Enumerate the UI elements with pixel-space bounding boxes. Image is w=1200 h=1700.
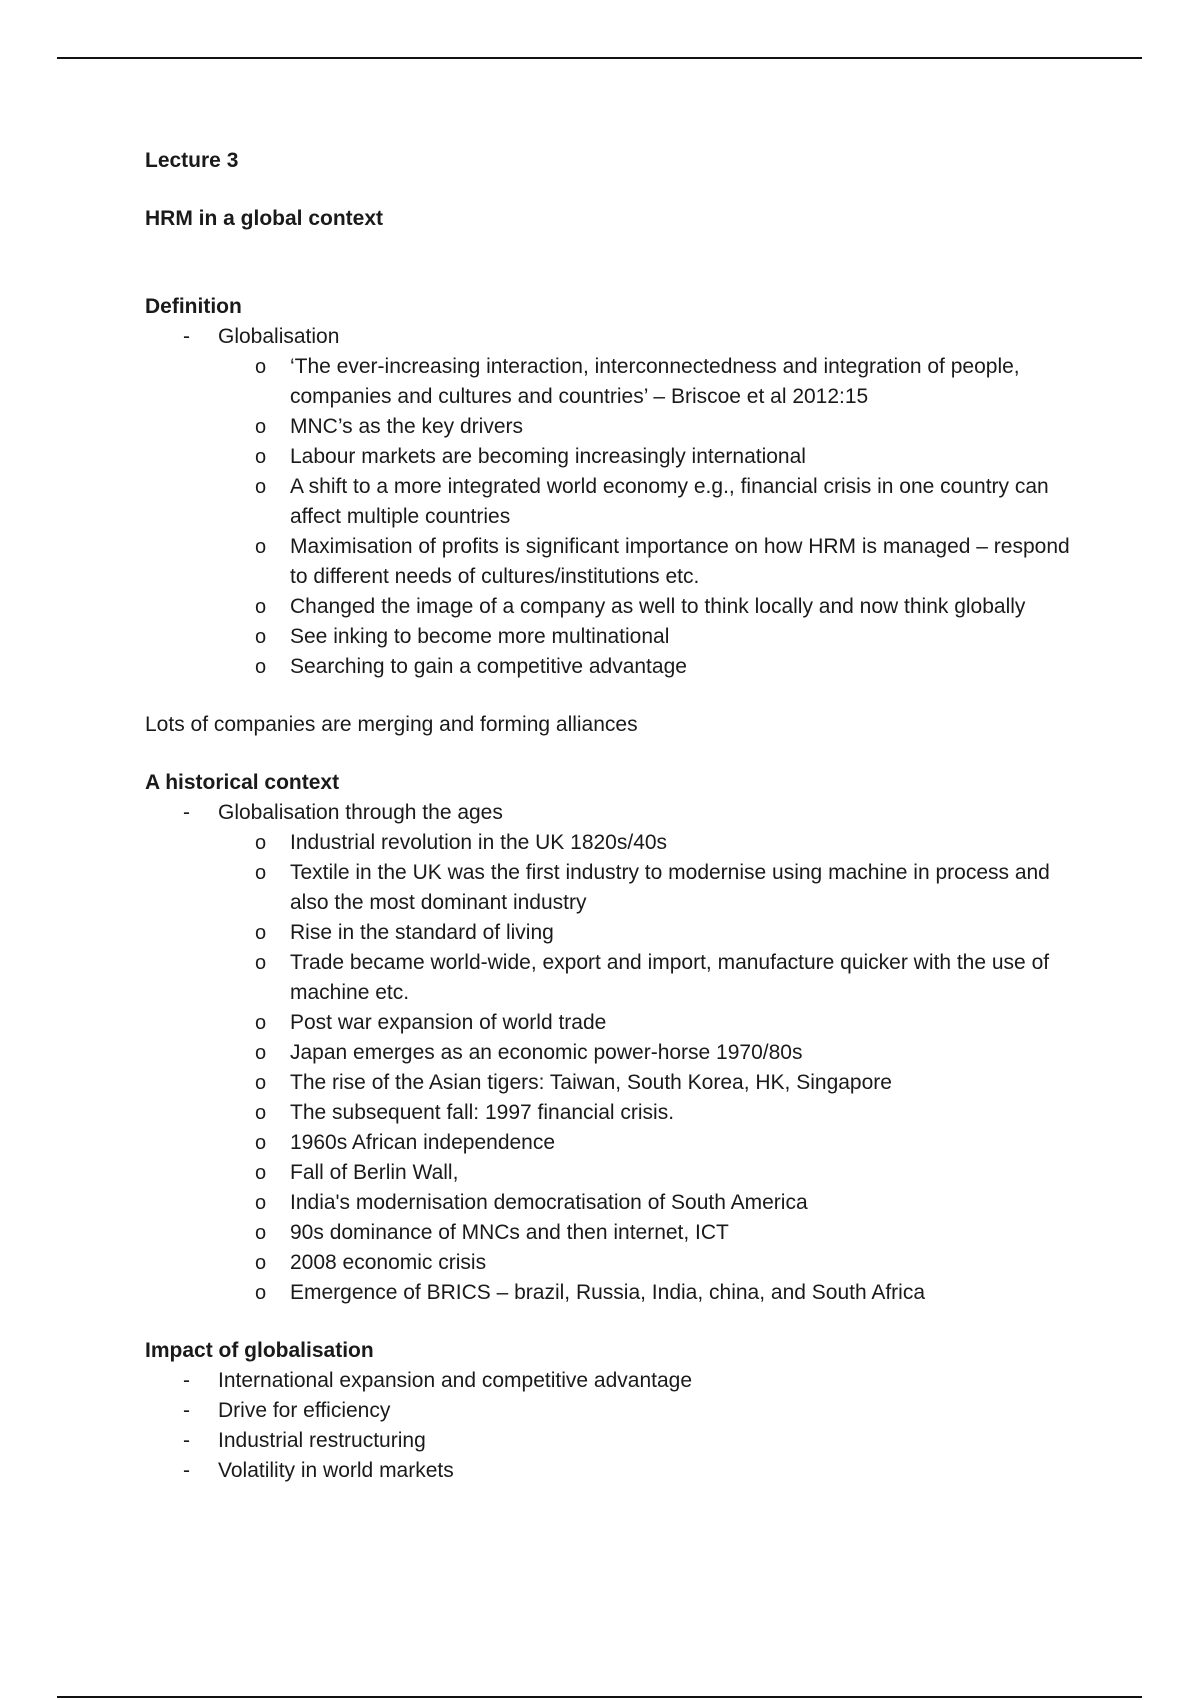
list-item-text: 90s dominance of MNCs and then internet, ICT [290, 1221, 729, 1244]
dash-bullet: - [183, 1459, 190, 1482]
circle-bullet: o [255, 536, 267, 558]
document-subtitle: HRM in a global context [145, 207, 384, 230]
list-item [145, 1426, 1075, 1456]
circle-bullet: o [255, 1102, 267, 1124]
list-item-text: See inking to become more multinational [290, 625, 670, 648]
list-item [145, 1366, 1075, 1396]
dash-bullet: - [183, 801, 190, 824]
circle-bullet: o [255, 1042, 267, 1064]
list-item-text: Trade became world-wide, export and import, manufacture quicker with the use of machine etc. [290, 951, 1050, 1004]
list-item [145, 652, 1075, 682]
list-item-text: The rise of the Asian tigers: Taiwan, South Korea, HK, Singapore [290, 1071, 892, 1094]
dash-bullet: - [183, 1369, 190, 1392]
list-item-text: Industrial restructuring [218, 1429, 426, 1452]
history-points-list [145, 828, 1075, 1308]
list-item [145, 858, 1075, 918]
circle-bullet: o [255, 476, 267, 498]
impact-list [145, 1366, 1075, 1486]
circle-bullet: o [255, 1252, 267, 1274]
circle-bullet: o [255, 416, 267, 438]
page-top-rule [57, 57, 1142, 59]
list-item [145, 1248, 1075, 1278]
circle-bullet: o [255, 1072, 267, 1094]
list-item-text: Rise in the standard of living [290, 921, 554, 944]
list-item-text: Fall of Berlin Wall, [290, 1161, 459, 1184]
section-heading-impact: Impact of globalisation [145, 1339, 374, 1362]
circle-bullet: o [255, 1012, 267, 1034]
list-item [145, 412, 1075, 442]
circle-bullet: o [255, 1282, 267, 1304]
list-item [145, 948, 1075, 1008]
list-item-text: Labour markets are becoming increasingly international [290, 445, 806, 468]
circle-bullet: o [255, 1132, 267, 1154]
list-item [145, 1188, 1075, 1218]
list-item-text: India's modernisation democratisation of South America [290, 1191, 808, 1214]
list-item-text: ‘The ever-increasing interaction, interconnectedness and integration of people, companies and cultures and countries’ – Briscoe et al 2012:15 [290, 355, 1020, 408]
dash-bullet: - [183, 325, 190, 348]
circle-bullet: o [255, 1222, 267, 1244]
list-item-text: MNC’s as the key drivers [290, 415, 524, 438]
circle-bullet: o [255, 356, 267, 378]
list-item [145, 1158, 1075, 1188]
list-item [145, 1278, 1075, 1308]
list-item-text: Post war expansion of world trade [290, 1011, 607, 1034]
list-item-text: Volatility in world markets [218, 1459, 454, 1482]
list-item-text: A shift to a more integrated world economy e.g., financial crisis in one country can affect multiple countries [290, 475, 1049, 528]
list-item [145, 442, 1075, 472]
list-item [145, 1128, 1075, 1158]
definition-topic-list [145, 322, 1075, 352]
list-item [145, 1218, 1075, 1248]
lecture-title: Lecture 3 [145, 149, 239, 172]
list-item [145, 472, 1075, 532]
list-item-text: Maximisation of profits is significant importance on how HRM is managed – respond to different needs of cultures/institutions etc. [290, 535, 1070, 588]
dash-bullet: - [183, 1429, 190, 1452]
topic-text: Globalisation [218, 325, 340, 348]
list-item-text: Searching to gain a competitive advantage [290, 655, 687, 678]
circle-bullet: o [255, 832, 267, 854]
topic-item [145, 322, 1075, 352]
circle-bullet: o [255, 446, 267, 468]
list-item [145, 1068, 1075, 1098]
topic-text: Globalisation through the ages [218, 801, 503, 824]
list-item [145, 828, 1075, 858]
circle-bullet: o [255, 596, 267, 618]
circle-bullet: o [255, 656, 267, 678]
circle-bullet: o [255, 1162, 267, 1184]
list-item [145, 1098, 1075, 1128]
history-topic-list [145, 798, 1075, 828]
list-item-text: Drive for efficiency [218, 1399, 391, 1422]
circle-bullet: o [255, 952, 267, 974]
list-item-text: The subsequent fall: 1997 financial crisis. [290, 1101, 675, 1124]
topic-item [145, 798, 1075, 828]
circle-bullet: o [255, 1192, 267, 1214]
list-item [145, 1038, 1075, 1068]
circle-bullet: o [255, 626, 267, 648]
list-item-text: International expansion and competitive advantage [218, 1369, 692, 1392]
list-item-text: Japan emerges as an economic power-horse 1970/80s [290, 1041, 803, 1064]
list-item-text: 2008 economic crisis [290, 1251, 487, 1274]
list-item [145, 918, 1075, 948]
definition-points-list [145, 352, 1075, 682]
page-bottom-rule [57, 1696, 1142, 1698]
circle-bullet: o [255, 922, 267, 944]
section-heading-historical-context: A historical context [145, 771, 340, 794]
list-item [145, 1456, 1075, 1486]
list-item [145, 352, 1075, 412]
list-item-text: Changed the image of a company as well to think locally and now think globally [290, 595, 1026, 618]
list-item [145, 622, 1075, 652]
list-item-text: Textile in the UK was the first industry to modernise using machine in process and also the most dominant industry [290, 861, 1050, 914]
list-item [145, 592, 1075, 622]
list-item-text: Emergence of BRICS – brazil, Russia, India, china, and South Africa [290, 1281, 925, 1304]
note-paragraph: Lots of companies are merging and forming alliances [145, 713, 638, 736]
dash-bullet: - [183, 1399, 190, 1422]
list-item-text: 1960s African independence [290, 1131, 556, 1154]
circle-bullet: o [255, 862, 267, 884]
document-body [145, 146, 1075, 1486]
list-item [145, 532, 1075, 592]
section-heading-definition: Definition [145, 295, 242, 318]
list-item [145, 1396, 1075, 1426]
list-item-text: Industrial revolution in the UK 1820s/40s [290, 831, 668, 854]
list-item [145, 1008, 1075, 1038]
